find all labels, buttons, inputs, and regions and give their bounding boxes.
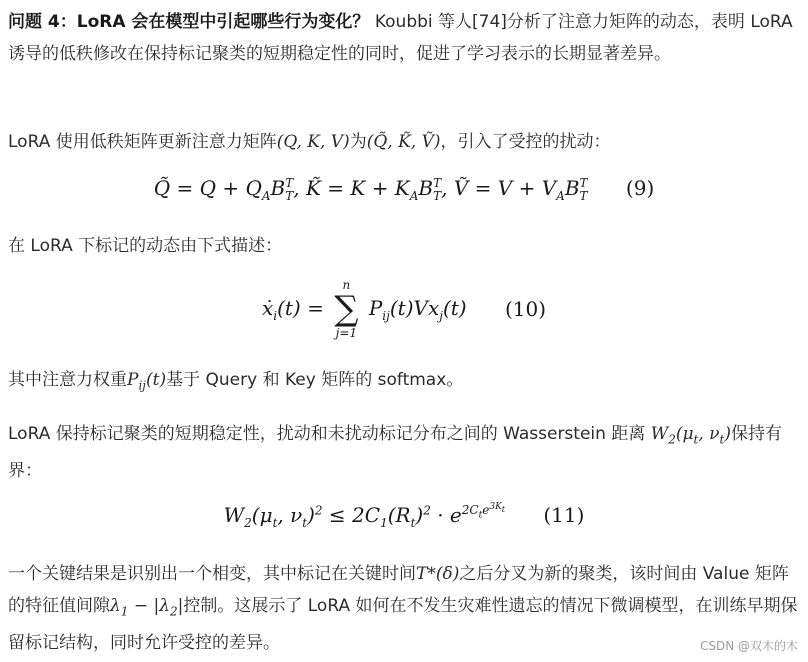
- paragraph-attention-weights-text-a: 其中注意力权重: [8, 370, 127, 390]
- paragraph-lora-update-text-b: 为: [349, 132, 367, 152]
- inline-math-tstar: T*(δ): [416, 564, 460, 584]
- paragraph-lora-update-text-c: ，引入了受控的扰动：: [440, 132, 611, 152]
- equation-9-number: (9): [625, 176, 655, 200]
- inline-math-eigengap: $\lambda_1 - |\lambda_2|$: [110, 596, 184, 619]
- equation-9: [0, 176, 808, 203]
- inline-math-w2: $W_2(\mu_t$, $\nu_t$): [650, 424, 731, 447]
- watermark: CSDN @双木的木: [699, 639, 798, 653]
- paragraph-attention-weights: [8, 364, 800, 401]
- equation-11-number: (11): [543, 502, 585, 527]
- paragraph-lora-update-text-a: LoRA 使用低秩矩阵更新注意力矩阵: [8, 132, 277, 152]
- equation-9-body: Q̃ = $Q + Q_AB_T^T$, K̃ = $K + K_AB_T^T$, Ṽ = $V + V_AB_T^T$: [153, 176, 588, 203]
- paragraph-phase-transition-text-a: 一个关键结果是识别出一个相变，其中标记在关键时间: [8, 564, 416, 584]
- summation: [334, 278, 358, 340]
- question-label: 问题 4：LoRA 会在模型中引起哪些行为变化？: [8, 12, 370, 32]
- equation-11-body: $W_2(\mu_t$, $\nu_t)^2 \le 2C_1(R_t)^2 \cdot e^{2C_te^{3K_t}}$: [223, 502, 506, 530]
- paragraph-phase-transition-text-b: 之后分叉为新的聚类，该时间由 Value 矩阵的特征值间隙: [8, 564, 789, 616]
- equation-11: [0, 502, 808, 530]
- paragraph-attention-weights-text-b: 基于 Query 和 Key 矩阵的 softmax。: [166, 370, 464, 390]
- paragraph-phase-transition-text-c: 控制。这展示了 LoRA 如何在不发生灾难性遗忘的情况下微调模型，在训练早期保留标记结构，同时允许受控的差异。: [8, 596, 798, 654]
- inline-math-pij: $P_{ij}(t)$: [127, 370, 167, 393]
- question-text: Koubbi 等人[74]分析了注意力矩阵的动态，表明 LoRA 诱导的低秩修改在保持标记聚类的短期稳定性的同时，促进了学习表示的长期显著差异。: [8, 12, 793, 64]
- paragraph-wasserstein-text-a: LoRA 保持标记聚类的短期稳定性，扰动和未扰动标记分布之间的 Wasserstein 距离: [8, 424, 646, 444]
- paragraph-dynamics-text: 在 LoRA 下标记的动态由下式描述：: [8, 236, 283, 256]
- inline-math-qkv-tilde: (Q̃, K̃, Ṽ): [366, 132, 441, 152]
- equation-10-body: ẋ$_i$(t) = n ∑ j=1 $P_{ij}(t)Vx_j(t)$: [261, 278, 467, 340]
- equation-10: [0, 278, 808, 340]
- equation-10-number: (10): [504, 297, 547, 321]
- summation-sign: ∑: [334, 289, 359, 329]
- inline-math-qkv: (Q, K, V): [276, 132, 350, 152]
- summation-upper: n: [342, 278, 351, 292]
- paragraph-lora-update: [8, 126, 800, 158]
- paragraph-wasserstein-text-b: 保持有界：: [8, 424, 782, 482]
- question-paragraph: [8, 6, 800, 70]
- paragraph-phase-transition: [8, 558, 800, 659]
- summation-lower: j=1: [335, 326, 358, 340]
- paragraph-wasserstein: [8, 418, 800, 487]
- paragraph-dynamics: [8, 230, 800, 262]
